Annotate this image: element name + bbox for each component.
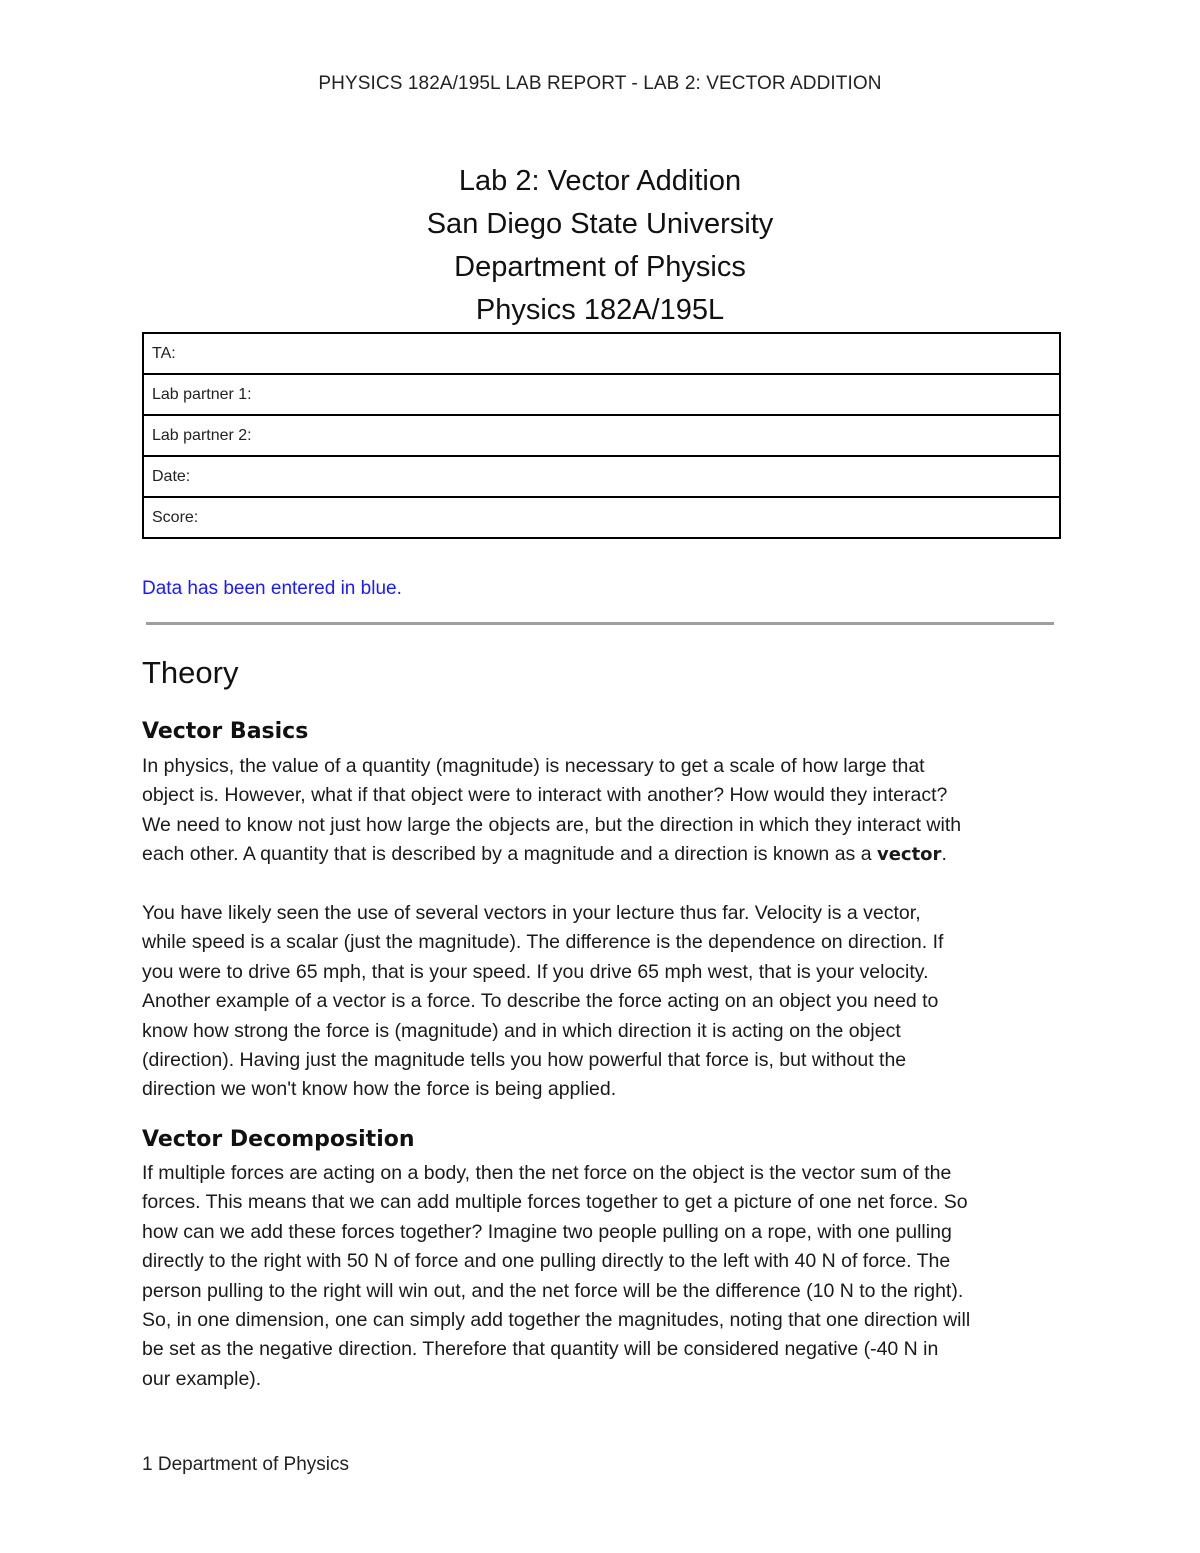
text-line: directly to the right with 50 N of force and one pulling directly to the left with 40 N of force. The [142, 1250, 951, 1273]
text-line: You have likely seen the use of several vectors in your lecture thus far. Velocity is a vector, [142, 902, 921, 924]
text-line: person pulling to the right will win out, and the net force will be the difference (10 N to the right). [142, 1279, 964, 1302]
ta-field[interactable]: TA: [143, 333, 1060, 374]
text-line: forces. This means that we can add multiple forces together to get a picture of one net force. So [142, 1191, 968, 1214]
lab-title: Lab 2: Vector Addition [458, 165, 742, 197]
table-row [143, 456, 1060, 497]
text-line: you were to drive 65 mph, that is your speed. If you drive 65 mph west, that is your velocity. [142, 960, 929, 983]
text-line: If multiple forces are acting on a body, then the net force on the object is the vector sum of the [142, 1162, 952, 1184]
vector-basics-paragraph-1 [142, 752, 1062, 870]
blue-data-note: Data has been entered in blue. [142, 578, 402, 599]
vector-term: vector [876, 844, 942, 866]
sentence-end: . [941, 843, 947, 866]
table-row [143, 374, 1060, 415]
text-line: We need to know not just how large the objects are, but the direction in which they interact with [142, 813, 962, 836]
text-line: while speed is a scalar (just the magnitude). The difference is the dependence on direction. If [142, 931, 944, 954]
text-line: So, in one dimension, one can simply add together the magnitudes, noting that one direction will [142, 1309, 971, 1332]
horizontal-divider [146, 622, 1054, 625]
table-row [143, 333, 1060, 374]
text-line: each other. A quantity that is described by a magnitude and a direction is known as a [142, 843, 877, 866]
theory-heading: Theory [142, 655, 239, 690]
text-line: our example). [142, 1367, 262, 1390]
text-line: (direction). Having just the magnitude tells you how powerful that force is, but without the [142, 1049, 907, 1072]
text-line: Another example of a vector is a force. To describe the force acting on an object you need to [142, 990, 939, 1013]
text-line: direction we won't know how the force is being applied. [142, 1078, 617, 1101]
title-block [0, 160, 1200, 332]
lab-partner-1-field[interactable]: Lab partner 1: [143, 374, 1060, 415]
score-field[interactable]: Score: [143, 497, 1060, 538]
department-name: Department of Physics [454, 251, 746, 283]
vector-decomposition-paragraph [142, 1159, 1062, 1394]
table-row [143, 415, 1060, 456]
text-line: how can we add these forces together? Imagine two people pulling on a rope, with one pulling [142, 1220, 952, 1243]
running-header: PHYSICS 182A/195L LAB REPORT - LAB 2: VECTOR ADDITION [318, 73, 882, 94]
table-row [143, 497, 1060, 538]
vector-basics-paragraph-2 [142, 899, 1062, 1105]
date-field[interactable]: Date: [143, 456, 1060, 497]
text-line: object is. However, what if that object were to interact with another? How would they interact? [142, 784, 948, 807]
vector-basics-heading: Vector Basics [142, 719, 309, 744]
course-name: Physics 182A/195L [475, 294, 725, 326]
page-footer: 1 Department of Physics [142, 1454, 349, 1475]
text-line: know how strong the force is (magnitude) and in which direction it is acting on the object [142, 1019, 901, 1042]
lab-partner-2-field[interactable]: Lab partner 2: [143, 415, 1060, 456]
vector-decomposition-heading: Vector Decomposition [142, 1127, 415, 1152]
text-line: be set as the negative direction. Therefore that quantity will be considered negative (-40 N in [142, 1338, 939, 1361]
text-line-with-term [142, 840, 1062, 869]
text-line: In physics, the value of a quantity (magnitude) is necessary to get a scale of how large that [142, 755, 925, 777]
lab-info-table [142, 332, 1061, 539]
university-name: San Diego State University [426, 208, 774, 240]
